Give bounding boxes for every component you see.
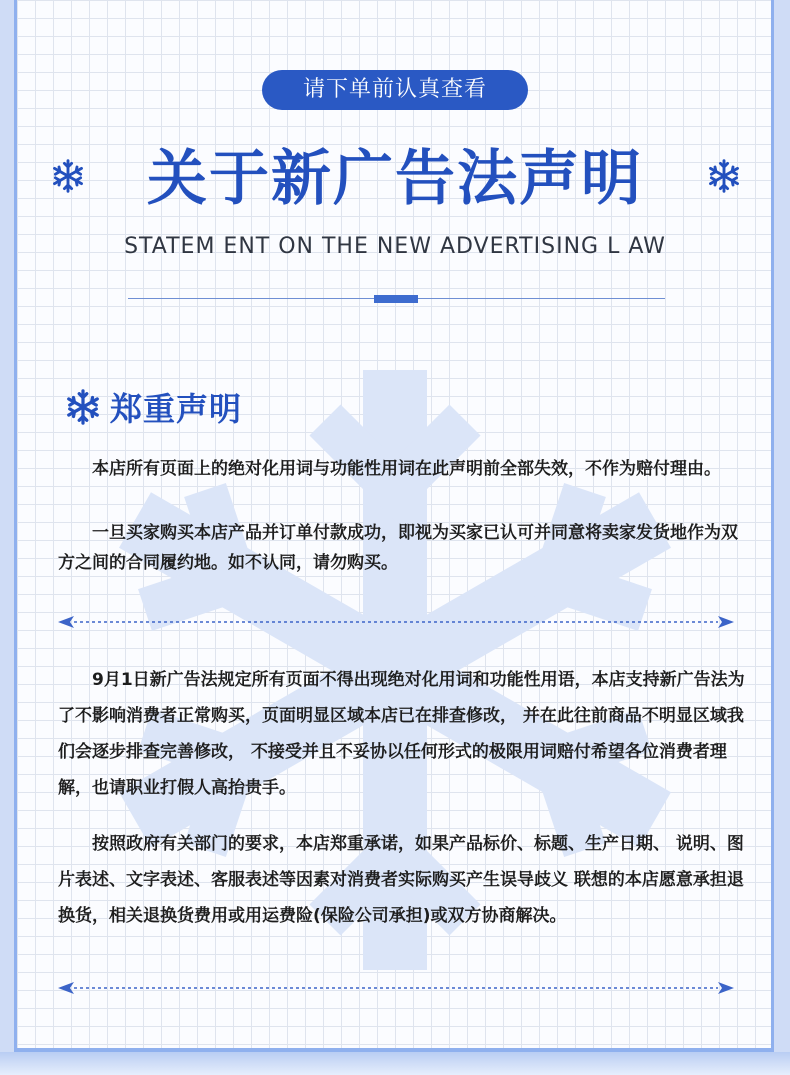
paragraph: 一旦买家购买本店产品并订单付款成功，即视为买家已认可并同意将卖家发货地作为双方之间的合同履约地。如不认同，请勿购买。 (58, 523, 738, 573)
page-title: 关于新广告法声明 (147, 144, 643, 214)
arrow-left-icon (58, 982, 74, 994)
paragraph: 按照政府有关部门的要求，本店郑重承诺，如果产品标价、标题、生产日期、 说明、图片表述、文字表述、客服表述等因素对消费者实际购买产生误导歧义 联想的本店愿意承担退换货，相关退换货费用或用运费险(保险公司承担)或双方协商解决。 (58, 834, 744, 926)
dotted-divider (58, 980, 734, 996)
page-subtitle: STATEM ENT ON THE NEW ADVERTISING L AW (124, 234, 666, 259)
arrow-right-icon (718, 616, 734, 628)
arrow-left-icon (58, 616, 74, 628)
paragraph: 9月1日新广告法规定所有页面不得出现绝对化用词和功能性用语，本店支持新广告法为了不影响消费者正常购买，页面明显区域本店已在排查修改， 并在此往前商品不明显区域我们会逐步排查完善修改， 不接受并且不妥协以任何形式的极限用词赔付希望各位消费者理解，也请职业打假人高抬贵手。 (58, 670, 745, 798)
snowflake-icon (64, 388, 102, 426)
arrow-right-icon (718, 982, 734, 994)
snowflake-icon (50, 158, 86, 194)
header-rule-accent (374, 295, 418, 303)
paragraph: 本店所有页面上的绝对化用词与功能性用词在此声明前全部失效，不作为赔付理由。 (58, 459, 721, 479)
snowflake-icon (706, 158, 742, 194)
notice-pill: 请下单前认真查看 (262, 70, 528, 110)
bottom-border (0, 1052, 790, 1075)
dotted-divider (58, 614, 734, 630)
section-heading: 郑重声明 (110, 390, 243, 428)
